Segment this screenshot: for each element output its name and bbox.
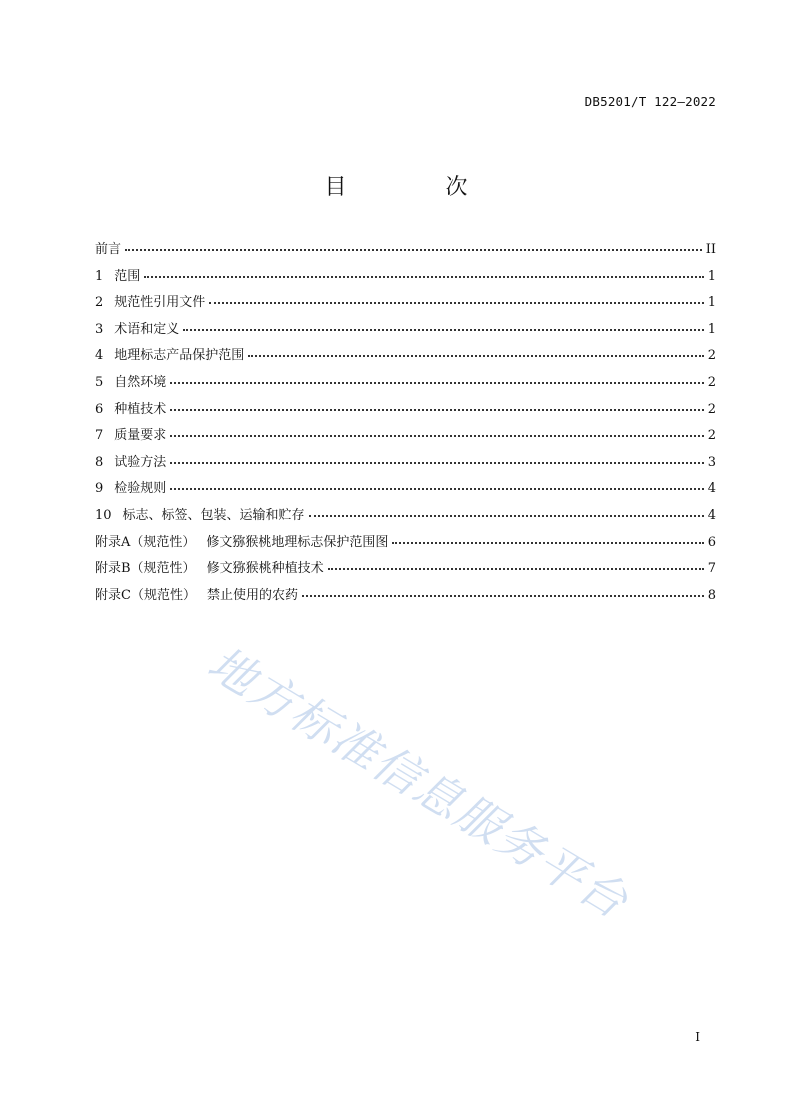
toc-leader-dots [144,263,703,278]
document-code: DB5201/T 122—2022 [584,94,716,109]
watermark: 地方标准信息服务平台 [198,635,639,930]
toc-entry-title: 标志、标签、包装、运输和贮存 [122,507,305,523]
toc-entry[interactable] [95,291,716,318]
toc-leader-dots [309,502,704,517]
toc-entry-title: 术语和定义 [114,321,180,337]
toc-entry-number: 9 [95,481,104,497]
toc-entry-number: 2 [95,295,104,311]
toc-entry-page: 3 [707,454,716,470]
toc-entry-page: 7 [707,561,716,577]
toc-leader-dots [302,582,704,597]
toc-leader-dots [170,449,703,464]
toc-leader-dots [125,236,702,251]
toc-entry[interactable] [95,238,716,265]
toc-entry-title: 试验方法 [114,454,167,470]
toc-entry[interactable] [95,584,716,611]
toc-entry-page: 1 [707,321,716,337]
toc-entry-page: 2 [707,348,716,364]
toc-entry-number: 5 [95,374,104,390]
toc-entry[interactable] [95,398,716,425]
toc-entry-number: 10 [95,507,112,523]
toc-leader-dots [170,475,703,490]
toc-entry-number: 8 [95,454,104,470]
toc-leader-dots [209,289,703,304]
toc-entry-number: 3 [95,321,104,337]
toc-entry[interactable] [95,371,716,398]
toc-entry-title: 修文猕猴桃地理标志保护范围图 [206,534,389,550]
toc-entry-page: 6 [707,534,716,550]
toc-entry[interactable] [95,557,716,584]
toc-entry-page: 1 [707,268,716,284]
toc-entry-page: 4 [707,481,716,497]
toc-leader-dots [248,342,703,357]
toc-entry-number: 6 [95,401,104,417]
toc-entry[interactable] [95,424,716,451]
toc-entry-title: 检验规则 [114,481,167,497]
toc-title: 目 次 [324,175,514,200]
toc-leader-dots [328,555,704,570]
toc-entry[interactable] [95,531,716,558]
toc-entry-title: 禁止使用的农药 [206,587,298,603]
toc-entry-title: 前言 [95,242,122,257]
toc-leader-dots [170,422,703,437]
toc-entry-number: 附录C（规范性） [95,587,196,603]
toc-entry-page: 2 [707,374,716,390]
toc-entry-page: 1 [707,295,716,311]
toc-entry[interactable] [95,344,716,371]
toc-entry-number: 1 [95,268,104,284]
toc-entry[interactable] [95,318,716,345]
toc-entry-title: 修文猕猴桃种植技术 [206,561,324,577]
toc-entry-number: 附录B（规范性） [95,561,196,577]
toc-entry-page: 2 [707,428,716,444]
toc-entry-page: 8 [707,587,716,603]
toc-leader-dots [170,369,703,384]
toc-entry-title: 质量要求 [114,428,167,444]
toc-entry[interactable] [95,477,716,504]
toc-entry-page: 4 [707,507,716,523]
toc-entry-title: 规范性引用文件 [114,295,206,311]
toc-entry[interactable] [95,451,716,478]
toc-entry-number: 7 [95,428,104,444]
toc-entry-title: 种植技术 [114,401,167,417]
toc-entry[interactable] [95,265,716,292]
toc-entry-number: 4 [95,348,104,364]
toc-entry-title: 范围 [114,268,141,284]
toc-entry-title: 自然环境 [114,374,167,390]
toc-list [95,238,716,610]
toc-entry-number: 附录A（规范性） [95,534,196,550]
toc-entry-title: 地理标志产品保护范围 [114,348,245,364]
toc-leader-dots [392,529,703,544]
page-number: I [695,1030,700,1044]
toc-leader-dots [170,396,703,411]
toc-leader-dots [183,316,703,331]
toc-entry[interactable] [95,504,716,531]
toc-entry-page: II [705,242,716,257]
toc-entry-page: 2 [707,401,716,417]
